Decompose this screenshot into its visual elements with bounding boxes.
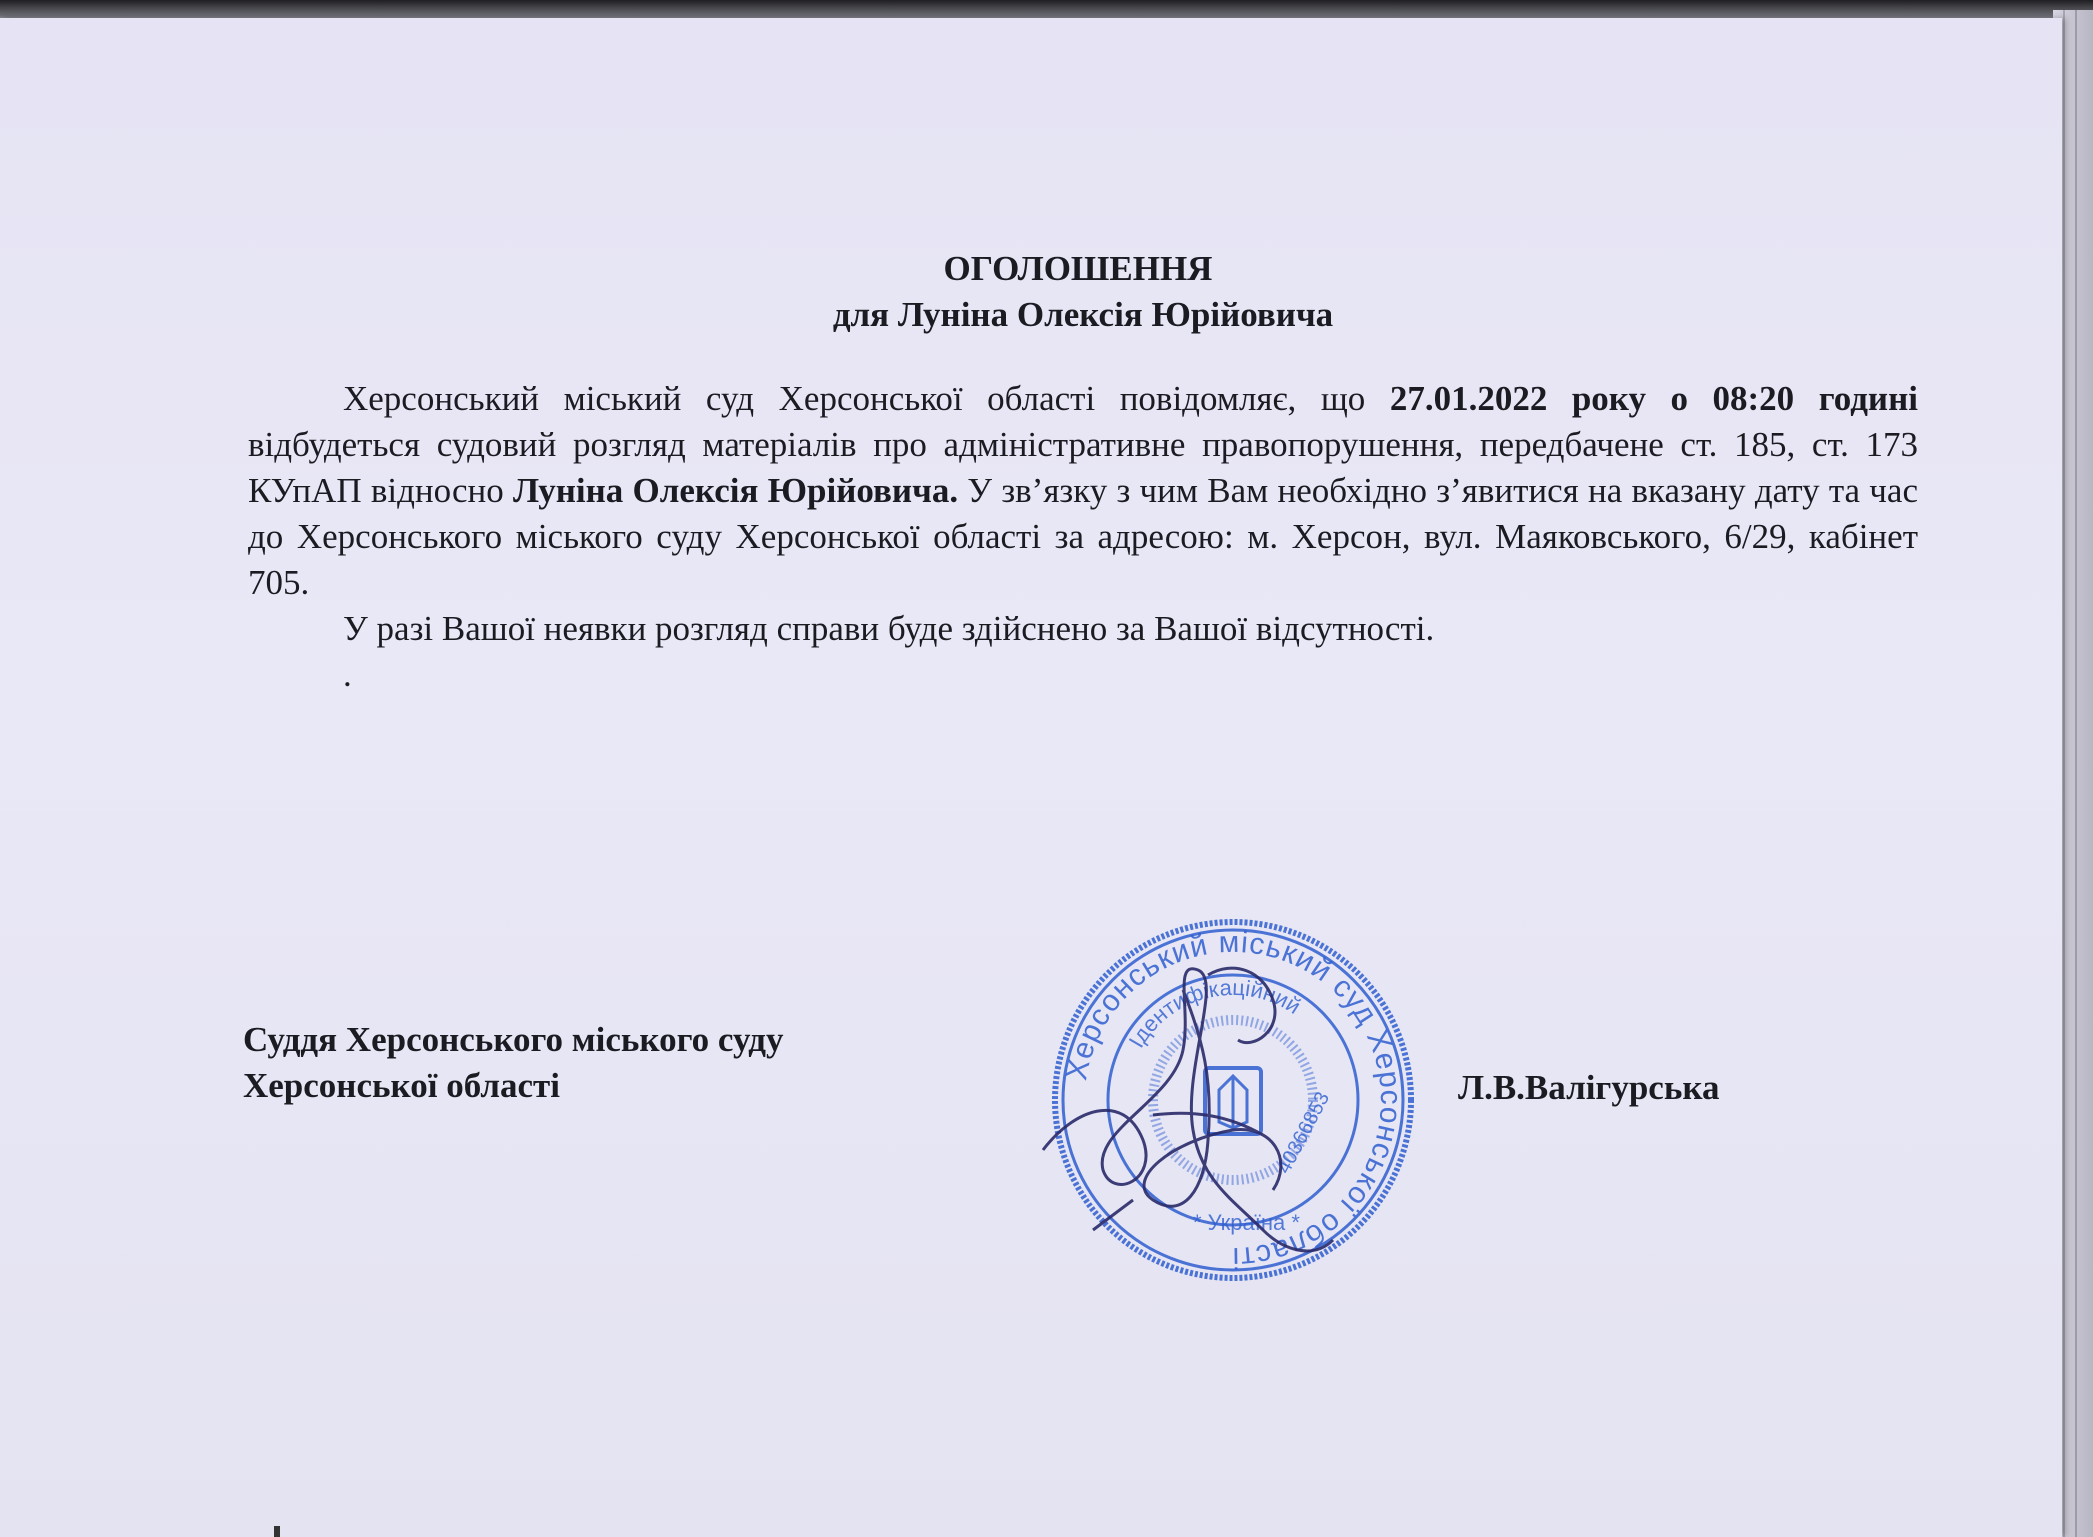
judge-position-line-1: Суддя Херсонського міського суду [243,1020,784,1059]
court-seal-stamp [1033,900,1433,1300]
notice-dot: . [343,655,352,694]
svg-text:Ідентифікаційний [1124,975,1306,1052]
judge-name: Л.В.Валігурська [1458,1068,1720,1107]
hearing-datetime: 27.01.2022 року о 08:20 годині [1389,379,1918,418]
judge-position [243,1017,783,1109]
notice-paragraph-2: У разі Вашої неявки розгляд справи буде здійснено за Вашої відсутності. [343,609,1435,648]
stamp-bottom-text: * Україна * [1193,1210,1300,1235]
notice-title: ОГОЛОШЕННЯ [943,249,1213,288]
p1-text-e: У зв’язку з чим Вам необхідно з’явитися на вказану дату та час до Херсонського міського суду Херсонської області за адресою: м. Херсон, вул. Маяковського, 6/29, кабінет 705. [248,471,1918,602]
p1-text-a: Херсонський міський суд Херсонської області повідомляє, що [343,379,1390,418]
stamp-outer-text: Херсонський міський суд Херсонської області [1060,925,1408,1275]
notice-paragraph-1 [248,376,1918,606]
notice-subtitle: для Луніна Олексія Юрійовича [832,295,1334,334]
judge-position-line-2: Херсонської області [243,1066,560,1105]
stamp-inner-text: Ідентифікаційний [1123,974,1306,1052]
p1-text-c: відбудеться судовий розгляд матеріалів про адміністративне правопорушення, передбачене ст. 185, ст. 173 КУпАП відносно [248,425,1918,510]
page-corner-mark [274,1526,280,1537]
stamp-code: 40366853 [1272,1088,1335,1178]
defendant-name: Луніна Олексія Юрійовича. [513,471,959,510]
notice-body [248,246,1918,698]
